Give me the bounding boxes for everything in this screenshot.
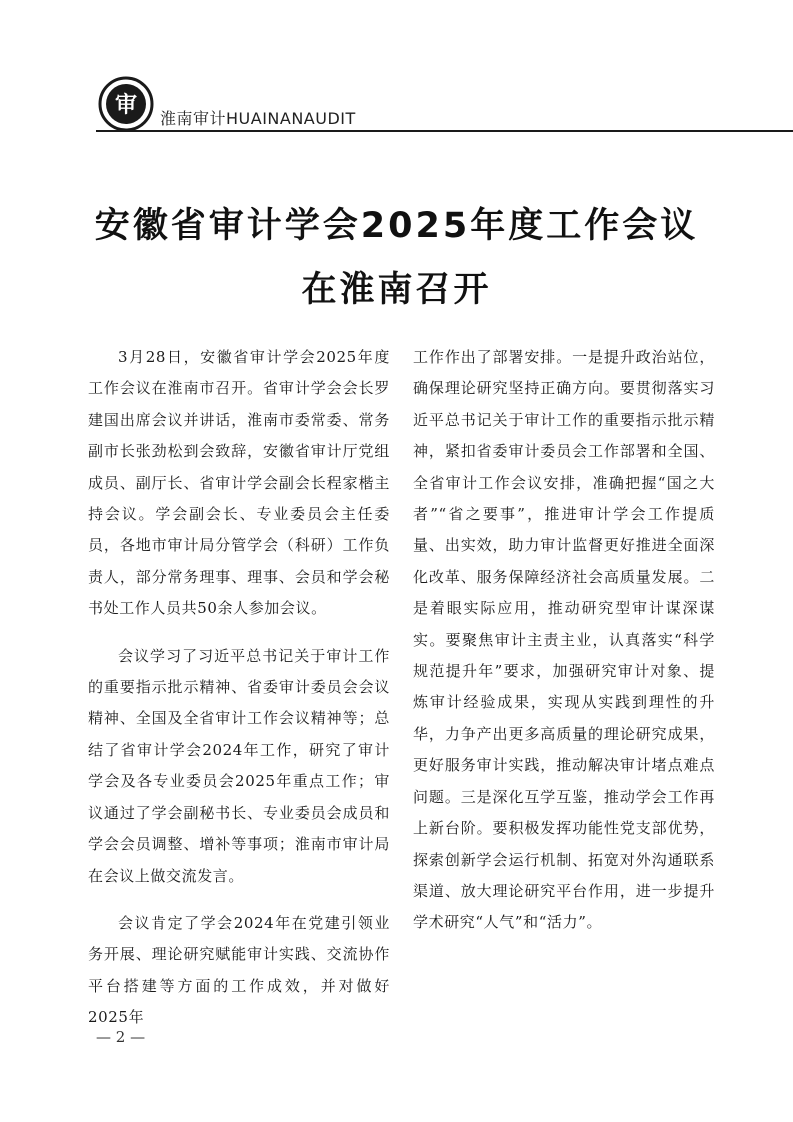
article-title-line-2: 在淮南召开 [301, 270, 492, 310]
article-title-line-1: 安徽省审计学会2025年度工作会议 [94, 206, 699, 246]
paragraph-3-continued: 工作作出了部署安排。一是提升政治站位，确保理论研究坚持正确方向。要贯彻落实习近平总书记关于审计工作的重要指示批示精神，紧扣省委审计委员会工作部署和全国、全省审计工作会议安排，准确把握“国之大者”“省之要事”，推进审计学会工作提质量、出实效，助力审计监督更好推进全面深化改革、服务保障经济社会高质量发展。二是着眼实际应用，推动研究型审计谋深谋实。要聚焦审计主责主业，认真落实“科学规范提升年”要求，加强研究审计对象、提炼审计经验成果，实现从实践到理性的升华，力争产出更多高质量的理论研究成果，更好服务审计实践，推动解决审计堵点难点问题。三是深化互学互鉴，推动学会工作再上新台阶。要积极发挥功能性党支部优势，探索创新学会运行机制、拓宽对外沟通联系渠道、放大理论研究平台作用，进一步提升学术研究“人气”和“活力”。 [413, 348, 715, 932]
logo-character: 审 [114, 93, 138, 118]
header-brand: 淮南审计HUAINANAUDIT [160, 109, 356, 128]
huainan-audit-logo [98, 76, 154, 132]
paragraph-3: 会议肯定了学会2024年在党建引领业务开展、理论研究赋能审计实践、交流协作平台搭建等方面的工作成效，并对做好2025年 [88, 913, 390, 1027]
page-number: — 2 — [96, 1028, 146, 1046]
header-rule [96, 130, 793, 132]
paragraph-2: 会议学习了习近平总书记关于审计工作的重要指示批示精神、省委审计委员会会议精神、全国及全省审计工作会议精神等；总结了省审计学会2024年工作，研究了审计学会及各专业委员会2025年重点工作；审议通过了学会副秘书长、专业委员会成员和学会会员调整、增补等事项；淮南市审计局在会议上做交流发言。 [88, 646, 390, 885]
right-column [413, 342, 715, 955]
paragraph-1: 3月28日，安徽省审计学会2025年度工作会议在淮南市召开。省审计学会会长罗建国出席会议并讲话，淮南市委常委、常务副市长张劲松到会致辞，安徽省审计厅党组成员、副厅长、省审计学会副会长程家楷主持会议。学会副会长、专业委员会主任委员，各地市审计局分管学会（科研）工作负责人，部分常务理事、理事、会员和学会秘书处工作人员共50余人参加会议。 [88, 348, 390, 618]
left-column [88, 342, 390, 1050]
